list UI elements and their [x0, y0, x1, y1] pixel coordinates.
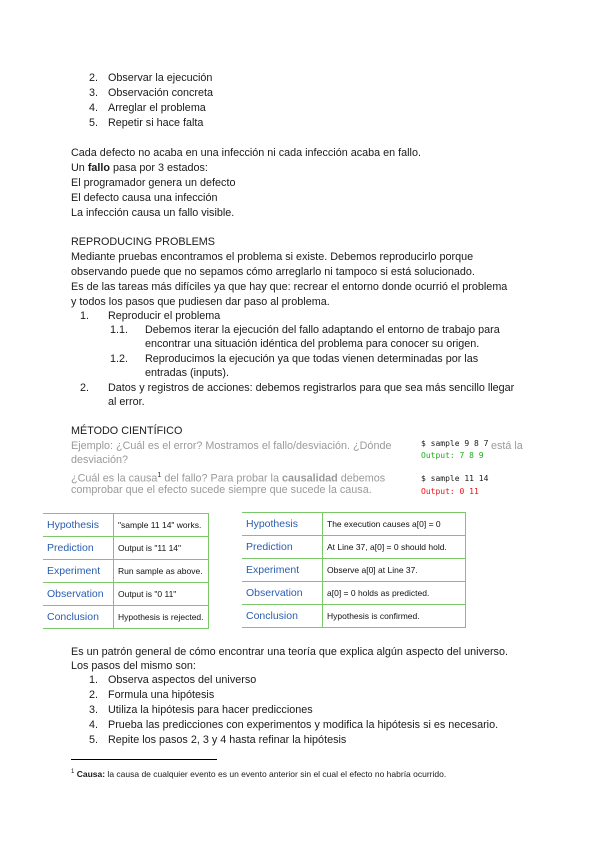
list-number: 5.: [89, 734, 99, 746]
terminal-command: $ sample 11 14: [421, 474, 489, 483]
table-key: Hypothesis: [43, 514, 114, 537]
text-line: Cada defecto no acaba en una infección ni cada infección acaba en fallo.: [71, 147, 421, 159]
text-line: El defecto causa una infección: [71, 192, 218, 204]
list-number: 1.1.: [110, 324, 129, 336]
footnote-separator: [71, 759, 217, 760]
table-value: Output is "0 11": [114, 583, 209, 606]
text-line: Mediante pruebas encontramos el problema si existe. Debemos reproducirlo porque: [71, 251, 474, 263]
table-key: Observation: [242, 582, 323, 605]
table-key: Prediction: [242, 536, 323, 559]
table-key: Experiment: [43, 560, 114, 583]
table-row: [43, 560, 208, 583]
text-line: está la: [491, 440, 523, 452]
text-line: desviación?: [71, 454, 129, 466]
list-item: Observa aspectos del universo: [108, 674, 257, 686]
list-number: 2.: [89, 689, 99, 701]
example-label: Ejemplo:: [71, 440, 114, 452]
list-item: encontrar una situación idéntica del problema para conocer su origen.: [145, 338, 480, 350]
list-number: 1.: [80, 310, 90, 322]
bold-term: causalidad: [281, 472, 338, 485]
list-number: 2.: [89, 72, 99, 84]
list-item: entradas (inputs).: [145, 367, 230, 379]
list-item: Repite los pasos 2, 3 y 4 hasta refinar la hipótesis: [108, 734, 347, 746]
table-row: [43, 583, 208, 606]
text-line: Un fallo pasa por 3 estados:: [71, 162, 208, 174]
hypothesis-table-right: [242, 512, 466, 628]
table-value: At Line 37, a[0] = 0 should hold.: [323, 536, 466, 559]
text-line: ¿Cuál es la causa$^1$ del fallo? Para probar la causalidad debemos: [71, 472, 386, 485]
table-key: Prediction: [43, 537, 114, 560]
section-heading: MÉTODO CIENTÍFICO: [71, 425, 183, 437]
table-value: a[0] = 0 holds as predicted.: [323, 582, 466, 605]
table-key: Conclusion: [242, 605, 323, 628]
text-line: Es un patrón general de cómo encontrar una teoría que explica algún aspecto del universo.: [71, 646, 508, 658]
text-line: observando puede que no sepamos cómo arreglarlo ni tampoco si está solucionado.: [71, 266, 475, 278]
table-row: [242, 559, 466, 582]
table-value: The execution causes a[0] = 0: [323, 513, 466, 536]
list-number: 4.: [89, 719, 99, 731]
text-line: comprobar que el efecto sucede siempre que sucede la causa.: [71, 484, 372, 496]
hypothesis-table-left: [43, 513, 209, 629]
footnote-ref: 1: [157, 472, 162, 479]
table-key: Conclusion: [43, 606, 114, 629]
terminal-output: Output: 0 11: [421, 487, 479, 496]
table-value: "sample 11 14" works.: [114, 514, 209, 537]
list-number: 3.: [89, 704, 99, 716]
table-row: [242, 582, 466, 605]
section-heading: REPRODUCING PROBLEMS: [71, 236, 215, 248]
footnote-number: 1: [71, 769, 75, 775]
list-number: 4.: [89, 102, 99, 114]
table-row: [242, 536, 466, 559]
bold-term: fallo: [87, 162, 111, 174]
terminal-command: $ sample 9 8 7: [421, 439, 489, 448]
table-row: [43, 606, 208, 629]
list-item: Reproducimos la ejecución ya que todas vienen determinadas por las: [145, 353, 479, 365]
list-number: 5.: [89, 117, 99, 129]
list-item: Arreglar el problema: [108, 102, 206, 114]
list-item: Observar la ejecución: [108, 72, 213, 84]
footnote-label: Causa:: [76, 768, 106, 779]
list-item: Prueba las predicciones con experimentos y modifica la hipótesis si es necesario.: [108, 719, 499, 731]
list-number: 3.: [89, 87, 99, 99]
table-value: Hypothesis is confirmed.: [323, 605, 466, 628]
list-number: 2.: [80, 382, 90, 394]
table-value: Observe a[0] at Line 37.: [323, 559, 466, 582]
text-line: y todos los pasos que pudiesen dar paso al problema.: [71, 296, 330, 308]
footnote: [71, 765, 446, 782]
table-value: Run sample as above.: [114, 560, 209, 583]
text-line: El programador genera un defecto: [71, 177, 236, 189]
list-item: Datos y registros de acciones: debemos registrarlos para que sea más sencillo llegar: [108, 382, 515, 394]
list-item: Reproducir el problema: [108, 310, 221, 322]
list-number: 1.: [89, 674, 99, 686]
table-key: Hypothesis: [242, 513, 323, 536]
table-key: Experiment: [242, 559, 323, 582]
text-line: Los pasos del mismo son:: [71, 660, 196, 672]
table-value: Output is "11 14": [114, 537, 209, 560]
text-line: Ejemplo: ¿Cuál es el error? Mostramos el fallo/desviación. ¿Dónde: [71, 440, 392, 452]
list-item: al error.: [108, 396, 145, 408]
text-line: La infección causa un fallo visible.: [71, 207, 235, 219]
text-line: Es de las tareas más difíciles ya que hay que: recrear el entorno donde ocurrió el problema: [71, 281, 508, 293]
table-row: [43, 537, 208, 560]
list-item: Debemos iterar la ejecución del fallo adaptando el entorno de trabajo para: [145, 324, 500, 336]
terminal-output: Output: 7 8 9: [421, 451, 484, 460]
table-value: Hypothesis is rejected.: [114, 606, 209, 629]
footnote-text: la causa de cualquier evento es un evento anterior sin el cual el efecto no habría ocurrido.: [105, 768, 447, 779]
list-item: Repetir si hace falta: [108, 117, 204, 129]
list-item: Utiliza la hipótesis para hacer predicciones: [108, 704, 313, 716]
table-row: [242, 605, 466, 628]
list-number: 1.2.: [110, 353, 129, 365]
table-key: Observation: [43, 583, 114, 606]
table-row: [242, 513, 466, 536]
table-row: [43, 514, 208, 537]
list-item: Formula una hipótesis: [108, 689, 215, 701]
list-item: Observación concreta: [108, 87, 214, 99]
